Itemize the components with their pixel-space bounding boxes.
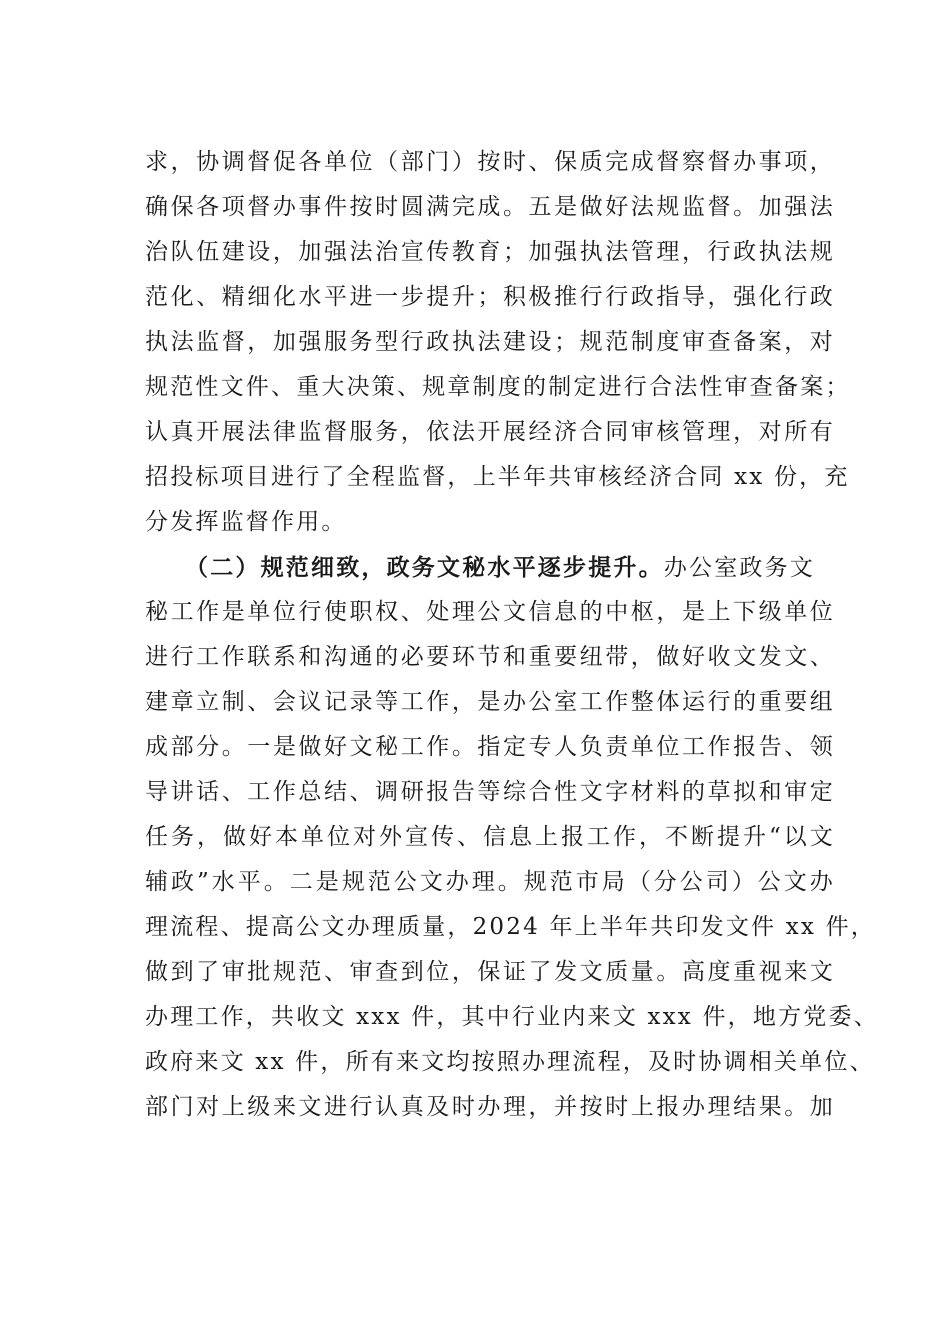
text-line: 执法监督，加强服务型行政执法建设；规范制度审查备案，对 [145,329,835,355]
text-line: 导讲话、工作总结、调研报告等综合性文字材料的草拟和审定 [145,779,835,805]
text-line: 范化、精细化水平进一步提升；积极推行行政指导，强化行政 [145,284,835,310]
text-line: 成部分。一是做好文秘工作。指定专人负责单位工作报告、领 [145,734,835,760]
text-line: 求，协调督促各单位（部门）按时、保质完成督察督办事项， [145,149,835,175]
text-line: 任务，做好本单位对外宣传、信息上报工作，不断提升“以文 [145,824,835,850]
section-heading-line [145,545,835,590]
text-line: 认真开展法律监督服务，依法开展经济合同审核管理，对所有 [145,419,835,445]
text-line: 治队伍建设，加强法治宣传教育；加强执法管理，行政执法规 [145,239,835,265]
section-heading-rest: 办公室政务文 [663,555,816,581]
document-body [145,140,879,1130]
section-heading: （二）规范细致，政务文秘水平逐步提升。 [185,554,664,581]
text-line: 建章立制、会议记录等工作，是办公室工作整体运行的重要组 [145,689,835,715]
text-line: 招投标项目进行了全程监督，上半年共审核经济合同 xx 份，充 [145,464,850,490]
text-line: 办理工作，共收文 xxx 件，其中行业内来文 xxx 件，地方党委、 [145,1004,879,1030]
text-line: 分发挥监督作用。 [145,509,347,535]
text-line: 理流程、提高公文办理质量，2024 年上半年共印发文件 xx 件， [145,914,877,940]
text-line: 辅政”水平。二是规范公文办理。规范市局（分公司）公文办 [145,869,835,895]
text-line: 进行工作联系和沟通的必要环节和重要纽带，做好收文发文、 [145,644,835,670]
text-line: 做到了审批规范、审查到位，保证了发文质量。高度重视来文 [145,959,835,985]
text-line: 规范性文件、重大决策、规章制度的制定进行合法性审查备案； [145,374,851,400]
text-line: 政府来文 xx 件，所有来文均按照办理流程，及时协调相关单位、 [145,1049,875,1075]
text-line: 部门对上级来文进行认真及时办理，并按时上报办理结果。加 [145,1094,835,1120]
text-line: 确保各项督办事件按时圆满完成。五是做好法规监督。加强法 [145,194,835,220]
text-line: 秘工作是单位行使职权、处理公文信息的中枢，是上下级单位 [145,599,835,625]
